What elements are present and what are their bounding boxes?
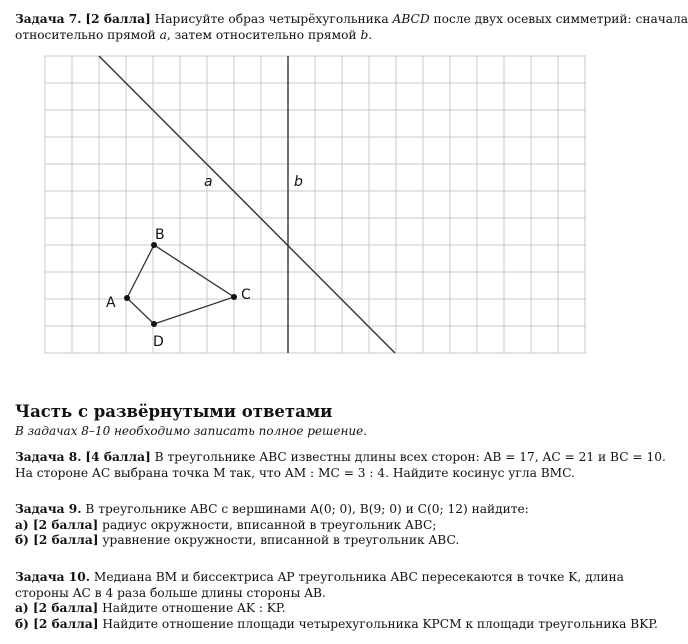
task7-text1: Нарисуйте образ четырёхугольника	[154, 12, 389, 26]
vertex-a-label: A	[106, 295, 116, 311]
grid	[45, 56, 586, 353]
task7-name: ABCD	[392, 12, 430, 26]
line-a-label: a	[204, 174, 213, 190]
task8-points: [4 балла]	[85, 450, 151, 464]
task7-line-a: a	[159, 27, 167, 42]
vertex-c-dot	[231, 294, 237, 300]
task9-b-label: б) [2 балла]	[15, 533, 99, 547]
vertex-c-label: C	[241, 287, 251, 303]
task8-line1: В треугольнике ABC известны длины всех сторон: AB = 17, AC = 21 и BC = 10.	[154, 450, 666, 464]
task9-a-label: а) [2 балла]	[15, 517, 99, 532]
task8-line2: На стороне AC выбрана точка M так, что AM : MC = 3 : 4. Найдите косинус угла BMC.	[15, 465, 575, 480]
line-a	[99, 56, 395, 353]
task9-intro: В треугольнике ABC с вершинами A(0; 0), B(9; 0) и C(0; 12) найдите:	[85, 502, 529, 516]
line-b-label: b	[294, 174, 303, 190]
vertex-a-dot	[124, 295, 130, 301]
task10-a-label: а) [2 балла]	[15, 601, 99, 615]
task10-a-text: Найдите отношение AK : KP.	[102, 601, 286, 615]
task8-head: Задача 8.	[15, 450, 82, 464]
vertex-b-label: B	[155, 227, 165, 243]
task7-head: Задача 7.	[15, 12, 82, 26]
task9-b-text: уравнение окружности, вписанной в треугольник ABC.	[102, 533, 460, 547]
vertex-d-label: D	[153, 334, 164, 350]
task7-text4: , затем относительно прямой	[166, 27, 357, 42]
task7-text5: .	[368, 27, 373, 42]
task10-line1: Медиана BM и биссектриса AP треугольника ABC пересекаются в точке K, длина	[93, 570, 624, 584]
task10-b-text: Найдите отношение площади четырехугольника KPCM к площади треугольника BKP.	[102, 616, 658, 631]
task10-b-label: б) [2 балла]	[15, 616, 99, 631]
task7-text2: после двух осевых симметрий: сначала	[433, 12, 688, 26]
task9-head: Задача 9.	[15, 502, 82, 516]
section-subtitle: В задачах 8–10 необходимо записать полное решение.	[15, 424, 368, 438]
task7-text3: относительно прямой	[15, 27, 156, 42]
task10-head: Задача 10.	[15, 570, 90, 584]
task7-points: [2 балла]	[85, 12, 151, 26]
task10-statement	[15, 570, 658, 632]
section-title: Часть с развёрнутыми ответами	[15, 402, 333, 421]
task7-line-b: b	[360, 27, 369, 42]
task9-statement	[15, 502, 620, 549]
task8-statement	[15, 450, 666, 481]
task10-line2: стороны AC в 4 раза больше длины стороны AB.	[15, 585, 326, 600]
vertex-d-dot	[151, 321, 157, 327]
task9-a-text: радиус окружности, вписанной в треугольник ABC;	[102, 517, 437, 532]
